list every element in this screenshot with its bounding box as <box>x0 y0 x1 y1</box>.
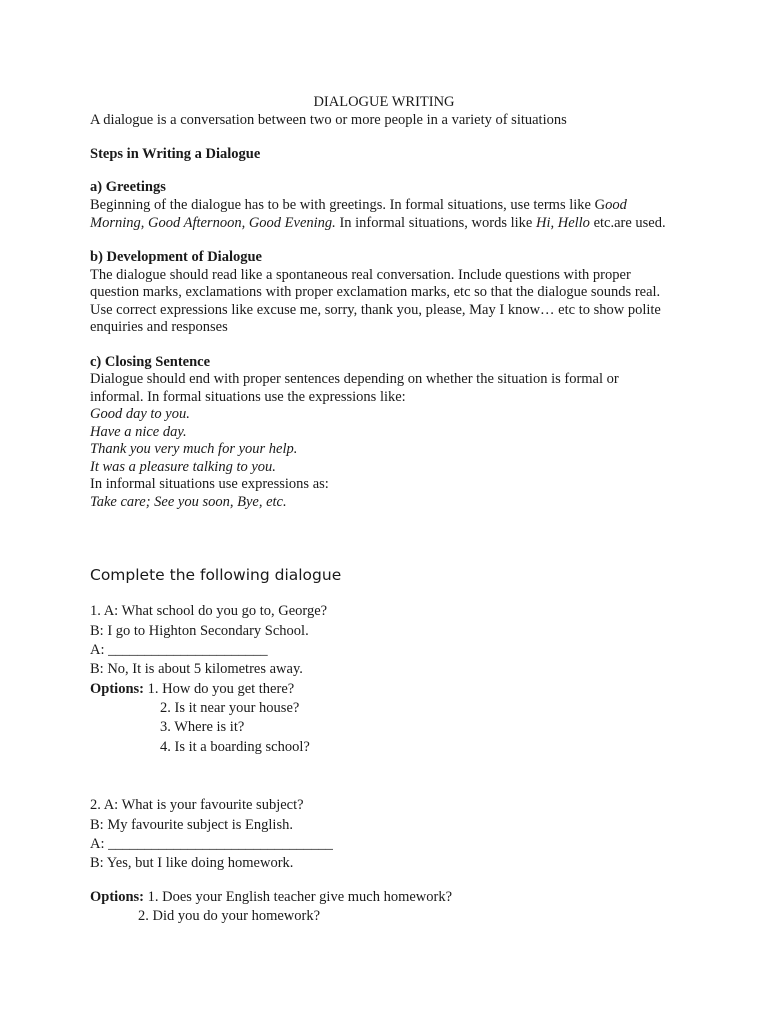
q1-options-label: Options: <box>90 681 144 697</box>
informal-examples: Take care; See you soon, Bye, etc. <box>90 494 287 510</box>
formal-example-1: Good day to you. <box>90 406 190 422</box>
greetings-line-1-italic: ood <box>605 197 627 213</box>
q2-options-row <box>90 888 452 906</box>
q1-line-4: B: No, It is about 5 kilometres away. <box>90 661 303 677</box>
q1-blank-line: A: ______________________ <box>90 642 268 658</box>
greetings-examples-informal: Hi, Hello <box>535 215 590 231</box>
q1-option-3: 3. Where is it? <box>160 719 245 735</box>
q1-line-2: B: I go to Highton Secondary School. <box>90 623 309 639</box>
formal-example-2: Have a nice day. <box>90 424 187 440</box>
closing-line-1: Dialogue should end with proper sentences depending on whether the situation is formal or <box>90 371 619 387</box>
q1-option-1: 1. How do you get there? <box>144 681 295 697</box>
greetings-line-1-text: Beginning of the dialogue has to be with greetings. In formal situations, use terms like G <box>90 197 606 213</box>
q2-option-1: 1. Does your English teacher give much homework? <box>144 889 453 905</box>
greetings-heading: a) Greetings <box>90 179 166 195</box>
q1-option-2: 2. Is it near your house? <box>160 700 300 716</box>
exercise-heading: Complete the following dialogue <box>90 566 342 584</box>
intro-text: A dialogue is a conversation between two or more people in a variety of situations <box>90 112 567 128</box>
development-line-2: question marks, exclamations with proper exclamation marks, etc so that the dialogue sounds real. <box>90 284 661 300</box>
development-line-1: The dialogue should read like a spontaneous real conversation. Include questions with proper <box>90 267 631 283</box>
development-heading: b) Development of Dialogue <box>90 249 262 265</box>
informal-intro: In informal situations use expressions as: <box>90 476 329 492</box>
greetings-line-2-end: etc.are used. <box>589 215 666 231</box>
greetings-line-1 <box>90 196 627 214</box>
q2-line-4: B: Yes, but I like doing homework. <box>90 855 294 871</box>
closing-line-2: informal. In formal situations use the expressions like: <box>90 389 406 405</box>
page-title: DIALOGUE WRITING <box>313 94 455 110</box>
q2-line-1: 2. A: What is your favourite subject? <box>90 797 304 813</box>
q1-option-4: 4. Is it a boarding school? <box>160 739 310 755</box>
formal-example-3: Thank you very much for your help. <box>90 441 298 457</box>
development-line-3: Use correct expressions like excuse me, sorry, thank you, please, May I know… etc to show polite <box>90 302 661 318</box>
greetings-line-2-text: In informal situations, words like <box>335 215 536 231</box>
greetings-line-2 <box>90 214 666 232</box>
q2-option-2: 2. Did you do your homework? <box>138 908 321 924</box>
closing-heading: c) Closing Sentence <box>90 354 211 370</box>
formal-example-4: It was a pleasure talking to you. <box>90 459 276 475</box>
q1-options-row <box>90 680 294 698</box>
q1-line-1: 1. A: What school do you go to, George? <box>90 603 328 619</box>
q2-line-2: B: My favourite subject is English. <box>90 817 293 833</box>
development-line-4: enquiries and responses <box>90 319 228 335</box>
steps-heading: Steps in Writing a Dialogue <box>90 146 261 162</box>
q2-options-label: Options: <box>90 889 144 905</box>
q2-blank-line: A: _______________________________ <box>90 836 333 852</box>
greetings-examples-formal: Morning, Good Afternoon, Good Evening. <box>90 215 336 231</box>
